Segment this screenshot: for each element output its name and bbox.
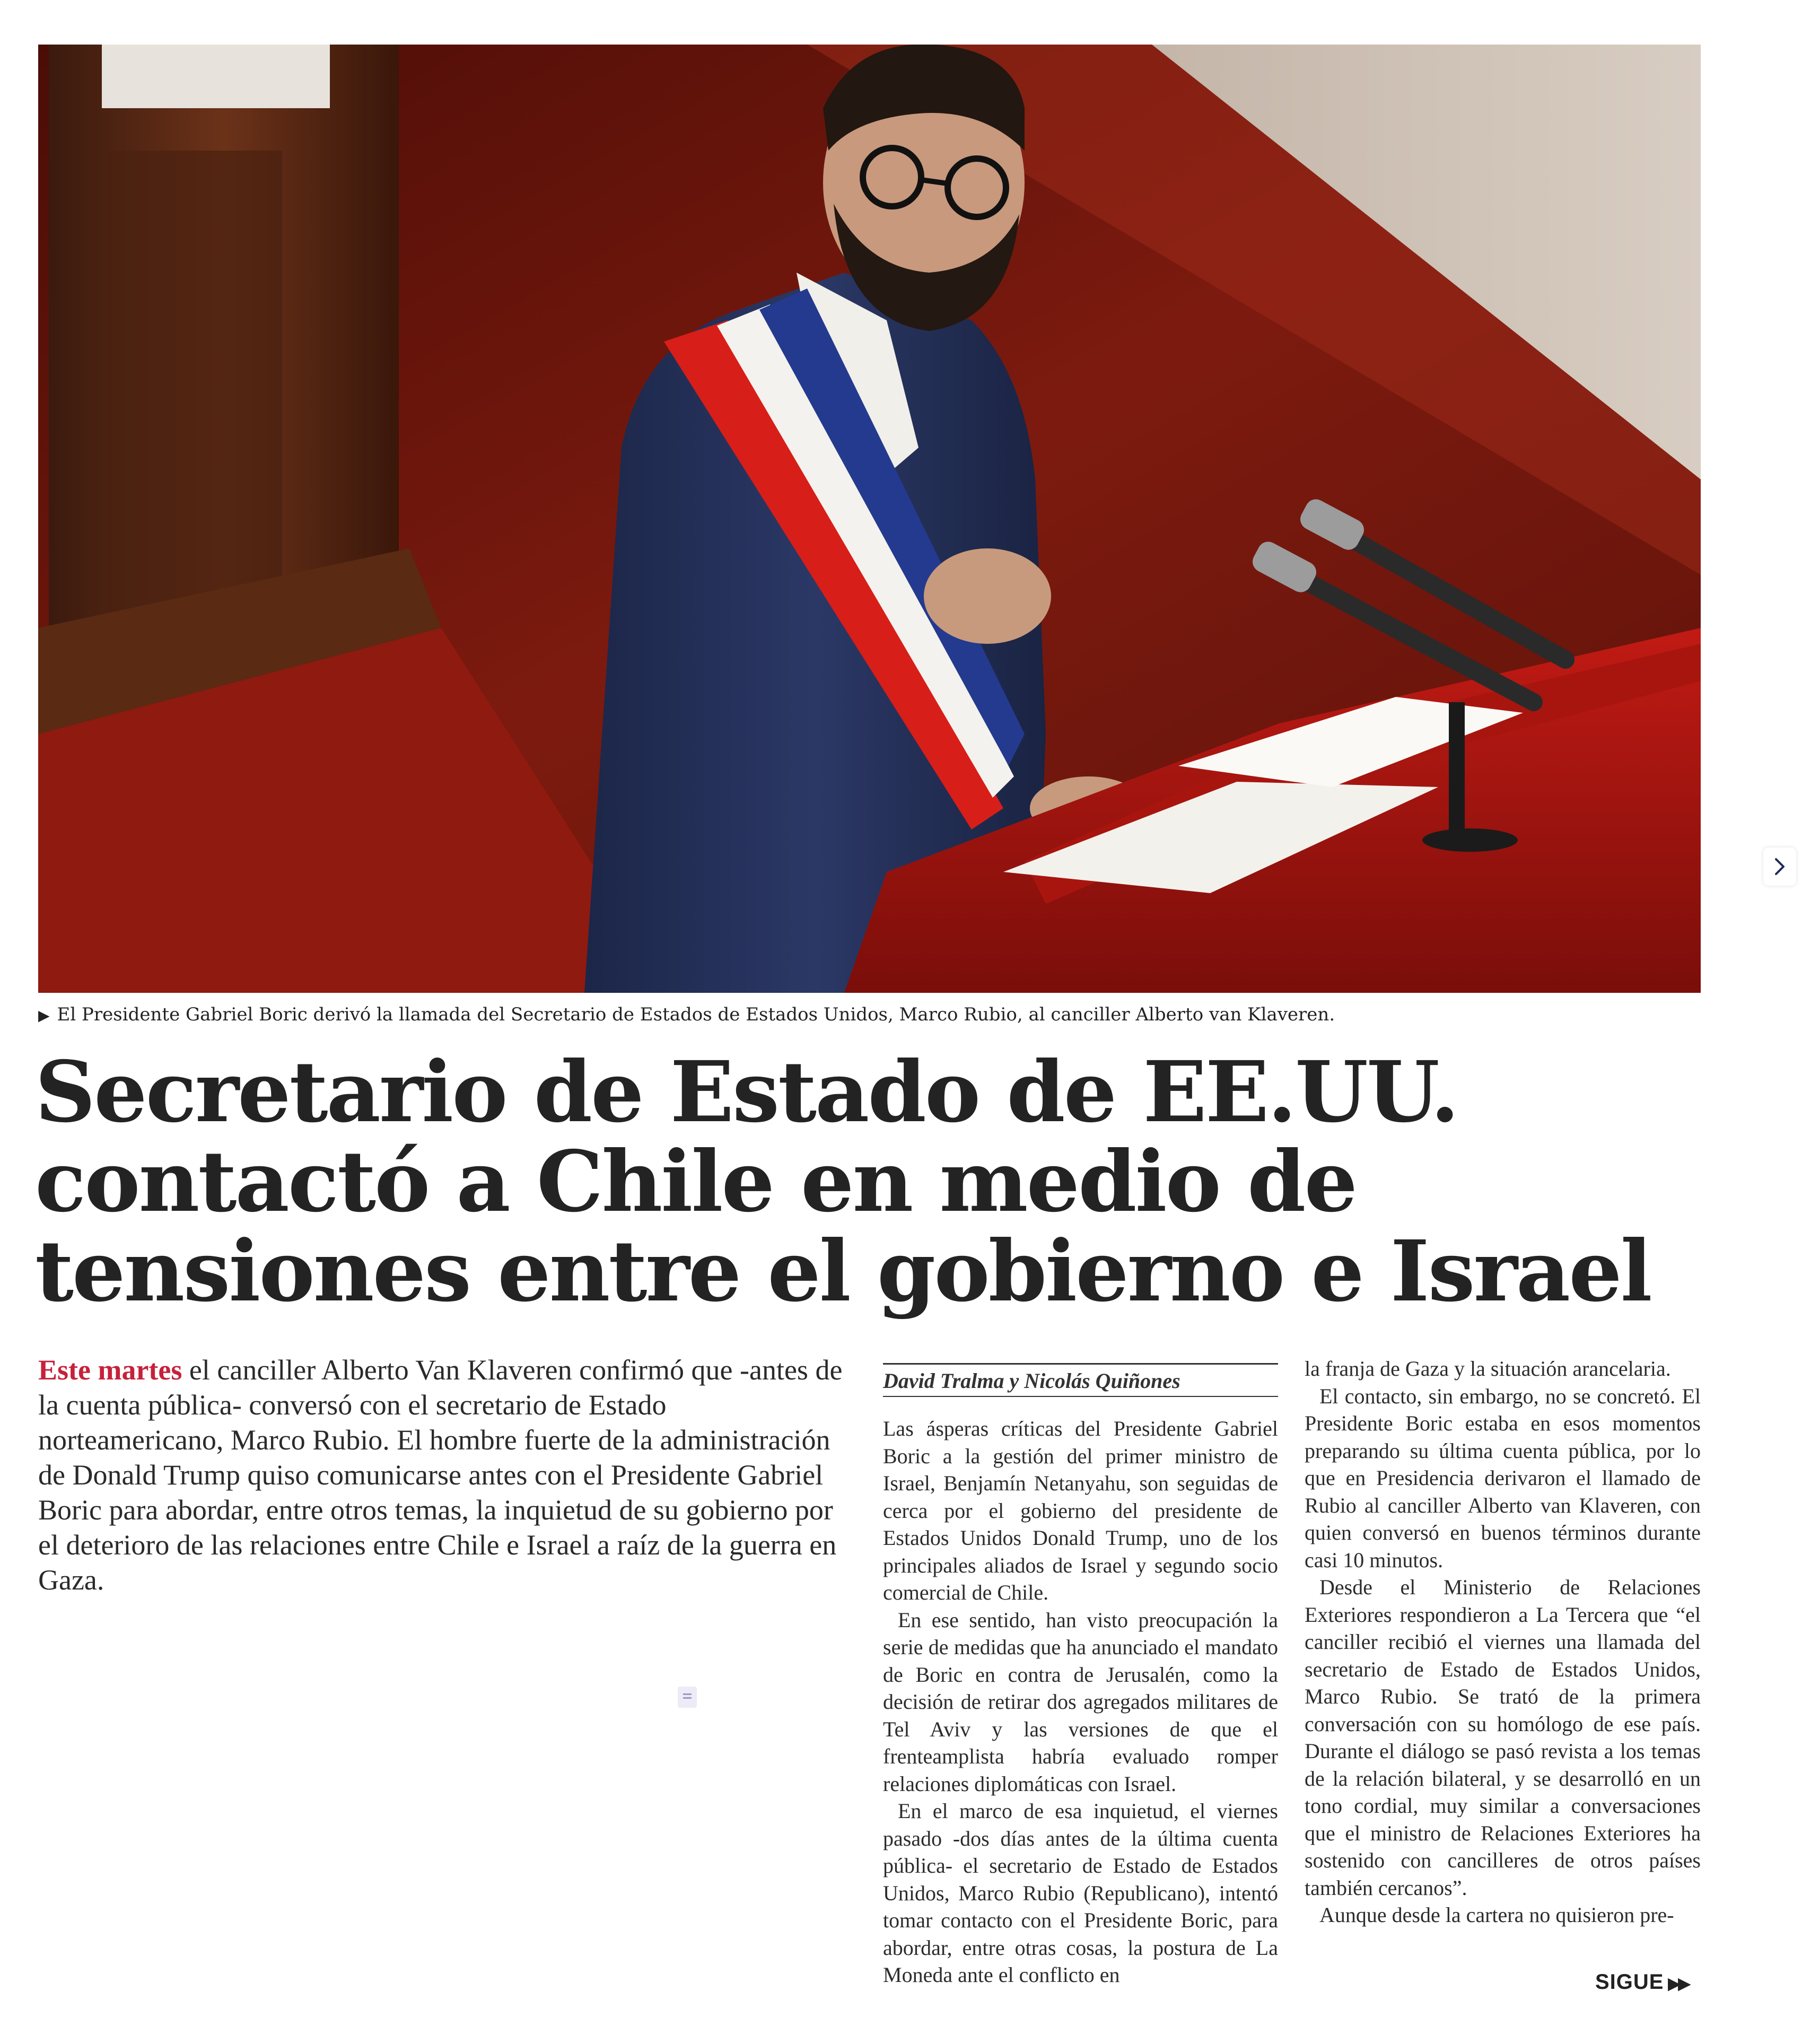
body-paragraph: Las ásperas críticas del Presidente Gabriel Boric a la gestión del primer ministro de Israel, Benjamín Netanyahu, son seguidas de cerca por el gobierno del presidente de Estados Unidos Donald Trump, uno de los principales aliados de Israel y segundo socio comercial de Chile.	[883, 1417, 1278, 1604]
comment-icon[interactable]	[678, 1687, 697, 1708]
body-paragraph: En el marco de esa inquietud, el viernes pasado -dos días antes de la última cuenta pública- el secretario de Estado de Estados Unidos, Marco Rubio (Republicano), intentó tomar contacto con el Presidente Boric, para abordar, entre otras cosas, la postura de La Moneda ante el conflicto en	[883, 1799, 1278, 1987]
headline-line-3: tensiones entre el gobierno e Israel	[35, 1222, 1651, 1321]
byline: David Tralma y Nicolás Quiñones	[883, 1365, 1278, 1397]
lead-kicker: Este martes	[38, 1354, 182, 1386]
continue-marker	[1595, 1969, 1689, 1995]
caption-text: El Presidente Gabriel Boric derivó la llamada del Secretario de Estados de Estados Unidos, Marco Rubio, al canciller Alberto van Klaveren.	[57, 1004, 1335, 1025]
lead-paragraph	[38, 1352, 844, 1597]
headline-line-2: contactó a Chile en medio de	[35, 1133, 1356, 1231]
caption-marker: ▶	[38, 1007, 50, 1024]
lead-text: el canciller Alberto Van Klaveren confirmó que -antes de la cuenta pública- conversó con el secretario de Estado norteamericano, Marco Rubio. El hombre fuerte de la administración de Donald Trump quiso comunicarse antes con el Presidente Gabriel Boric para abordar, entre otros temas, la inquietud de su gobierno por el deterioro de las relaciones entre Chile e Israel a raíz de la guerra en Gaza.	[38, 1354, 843, 1596]
byline-top-rule	[883, 1363, 1278, 1365]
headline-line-1: Secretario de Estado de EE.UU.	[35, 1043, 1458, 1141]
photo-caption	[38, 1001, 1701, 1028]
next-page-button[interactable]	[1763, 848, 1796, 886]
headline	[35, 1043, 1700, 1321]
body-column-2	[1305, 1355, 1701, 1929]
body-paragraph: Desde el Ministerio de Relaciones Exteriores respondieron a La Tercera que “el canciller recibió el viernes una llamada del secretario de Estado de Estados Unidos, Marco Rubio. Se trató de la primera conversación con su homólogo de ese país. Durante el diálogo se pasó revista a los temas de la relación bilateral, y se desarrolló en un tono cordial, muy similar a conversaciones que el ministro de Relaciones Exteriores ha sostenido con cancilleres de otros países también cercanos”.	[1305, 1575, 1701, 1900]
body-paragraph: Aunque desde la cartera no quisieron pre-	[1319, 1903, 1674, 1927]
body-paragraph: la franja de Gaza y la situación arancelaria.	[1305, 1357, 1671, 1381]
continue-arrows-icon: ▶▶	[1668, 1975, 1689, 1993]
body-column-1	[883, 1415, 1278, 1989]
chevron-right-icon	[1772, 857, 1788, 876]
president-at-lectern-image	[38, 45, 1701, 993]
article-photo	[38, 45, 1701, 993]
body-paragraph: El contacto, sin embargo, no se concretó. El Presidente Boric estaba en esos momentos preparando su última cuenta pública, por lo que en Presidencia derivaron el llamado de Rubio al canciller Alberto van Klaveren, con quien conversó en buenos términos durante casi 10 minutos.	[1305, 1384, 1701, 1572]
continue-label: SIGUE	[1595, 1970, 1664, 1994]
body-paragraph: En ese sentido, han visto preocupación la serie de medidas que ha anunciado el mandato de Boric en contra de Jerusalén, como la decisión de retirar dos agregados militares de Tel Aviv y las versiones de que el frenteamplista habría evaluado romper relaciones diplomáticas con Israel.	[883, 1608, 1278, 1796]
